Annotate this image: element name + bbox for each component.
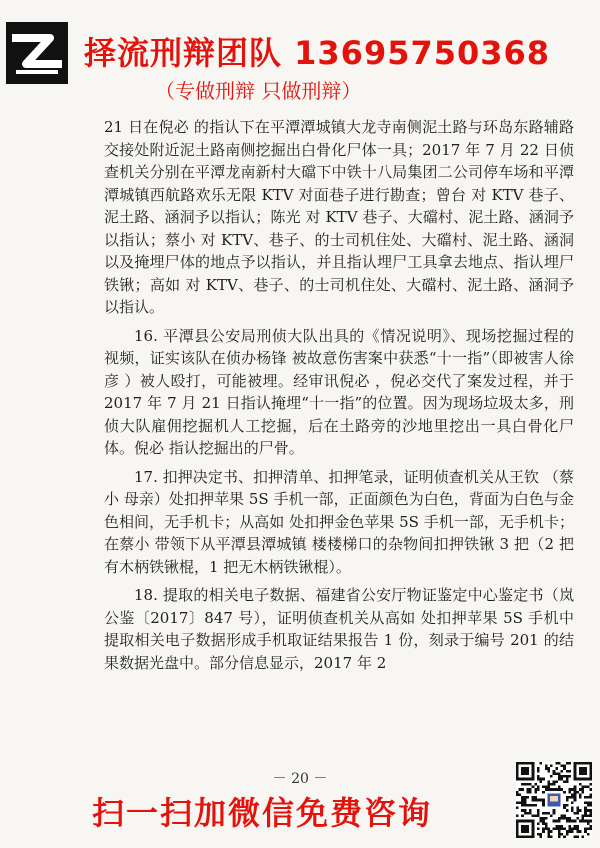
paragraph: 16. 平潭县公安局刑侦大队出具的《情况说明》、现场挖掘过程的视频，证实该队在侦办杨锋 被故意伤害案中获悉“十一指”（即被害人徐彦 ）被人殴打，可能被埋。经审讯倪必 ，倪必交代了案发过程，并于 2017 年 7 月 21 日指认掩埋“十一指”的位置。因为现场垃圾太多，刑侦大队雇佣挖掘机人工挖掘，后在土路旁的沙地里挖出一具白骨化尸体。倪必 指认挖掘出的尸骨。: [104, 326, 574, 457]
footer-cta: 扫一扫加微信免费咨询: [92, 794, 433, 832]
qr-code-icon[interactable]: [516, 762, 592, 838]
logo-icon: [6, 22, 68, 84]
page-number: － 20 －: [272, 771, 328, 787]
paragraph: 17. 扣押决定书、扣押清单、扣押笔录，证明侦查机关从王钦 （蔡小 母亲）处扣押苹果 5S 手机一部，正面颜色为白色，背面为白色与金色相间，无手机卡；从高如 处扣押金色苹果 5S 手机一部，无手机卡；在蔡小 带领下从平潭县潭城镇 楼楼梯口的杂物间扣押铁锹 3 把（2 把有木柄铁锹棍，1 把无木柄铁锹棍）。: [104, 467, 574, 576]
header-subtitle: （专做刑辩 只做刑辩）: [155, 79, 362, 103]
paragraph: 18. 提取的相关电子数据、福建省公安厅物证鉴定中心鉴定书（岚公鉴〔2017〕847 号），证明侦查机关从高如 处扣押苹果 5S 手机中提取相关电子数据形成手机取证结果报告 1 份，刻录于编号 201 的结果数据光盘中。部分信息显示，2017 年 2: [104, 586, 574, 672]
paragraph: 21 日在倪必 的指认下在平潭潭城镇大龙寺南侧泥土路与环岛东路辅路交接处附近泥土路南侧挖掘出白骨化尸体一具；2017 年 7 月 22 日侦查机关分别在平潭龙南新村大礑下中铁十八局集团二公司停车场和平潭潭城镇西航路欢乐无限 KTV 对面巷子进行勘查；曾台 对 KTV 巷子、泥土路、涵洞予以指认；陈光 对 KTV 巷子、大礑村、泥土路、涵洞予以指认；蔡小 对 KTV、巷子、的士司机住处、大礑村、泥土路、涵洞以及掩埋尸体的地点予以指认，并且指认埋尸工具拿去地点、指认埋尸铁锹；高如 对 KTV、巷子、的士司机住处、大礑村、泥土路、涵洞予以指认。: [104, 118, 574, 316]
document-body: [104, 116, 574, 680]
header-title: 择流刑辩团队 13695750368: [84, 34, 551, 72]
